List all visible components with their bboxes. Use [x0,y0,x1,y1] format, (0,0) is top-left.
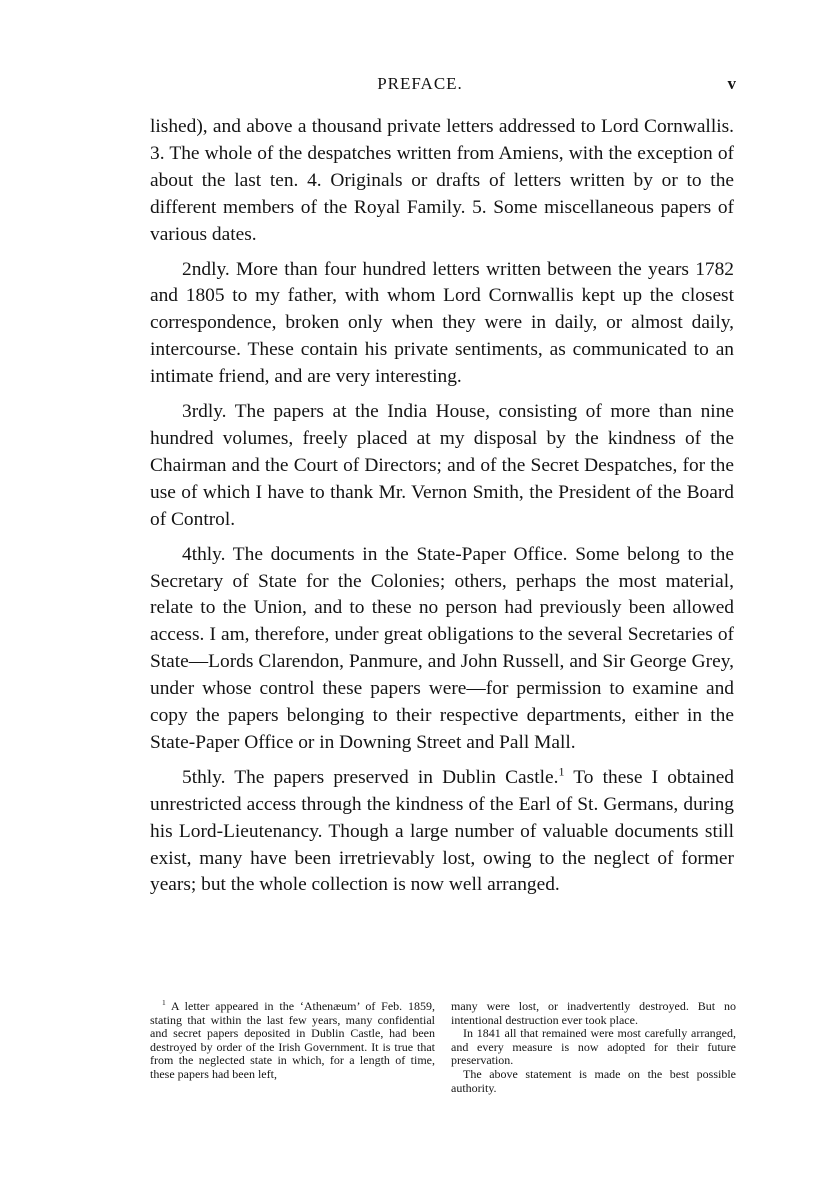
footnote-right-para-1: many were lost, or inadvertently destroyed. But no intentional destruction ever took place. [451,999,736,1027]
footnote-marker: 1 [162,998,166,1007]
footnote-right-para-2: In 1841 all that remained were most carefully arranged, and every measure is now adopted for their future preservation. [451,1026,736,1068]
footnote-right-column [451,1000,736,1095]
footnote-reference: 1 [558,764,565,779]
paragraph-third-source: 3rdly. The papers at the India House, consisting of more than nine hundred volumes, freely placed at my disposal by the kindness of the Chairman and the Court of Directors; and of the Secret Despatches, for the use of which I have to thank Mr. Vernon Smith, the President of the Board of Control. [150,401,734,530]
paragraph-fifth-source [150,765,734,900]
paragraph-continued: lished), and above a thousand private letters addressed to Lord Cornwallis. 3. The whole of the despatches written from Amiens, with the exception of about the last ten. 4. Originals or drafts of letters written by or to the different members of the Royal Family. 5. Some miscellaneous papers of various dates. [150,116,734,245]
footnote-left-column [150,1000,435,1095]
paragraph-second-source: 2ndly. More than four hundred letters written between the years 1782 and 1805 to my father, with whom Lord Cornwallis kept up the closest correspondence, broken only when they were in daily, or almost daily, intercourse. These contain his private sentiments, as communicated to an intimate friend, and are very interesting. [150,258,734,388]
running-title: PREFACE. [377,74,463,93]
footnote-left-body: A letter appeared in the ‘Athenæum’ of Feb. 1859, stating that within the last few years, many confidential and secret papers deposited in Dublin Castle, had been destroyed by order of the Irish Government. It is true that from the neglected state in which, for a length of time, these papers had been left, [150,999,435,1081]
page-number: v [727,74,736,93]
footnotes [150,1000,736,1095]
footnote-left-text [150,1000,435,1082]
paragraph-fifth-lead: 5thly. The papers preserved in Dublin Castle. [182,766,559,788]
footnote-right-para-3: The above statement is made on the best possible authority. [451,1066,736,1095]
paragraph-fifth-rest: To these I obtained unrestricted access through the kindness of the Earl of St. Germans, during his Lord-Lieutenancy. Though a large number of valuable documents still exist, many have been irretrievably lost, owing to the neglect of former years; but the whole collection is now well arranged. [150,766,734,896]
running-head [0,74,840,98]
body-text [150,114,734,907]
paragraph-fourth-source: 4thly. The documents in the State-Paper Office. Some belong to the Secretary of State for the Colonies; others, perhaps the most material, relate to the Union, and to these no person had previously been allowed access. I am, therefore, under great obligations to the several Secretaries of State—Lords Clarendon, Panmure, and John Russell, and Sir George Grey, under whose control these papers were—for permission to examine and copy the papers belonging to their respective departments, either in the State-Paper Office or in Downing Street and Pall Mall. [150,543,734,753]
